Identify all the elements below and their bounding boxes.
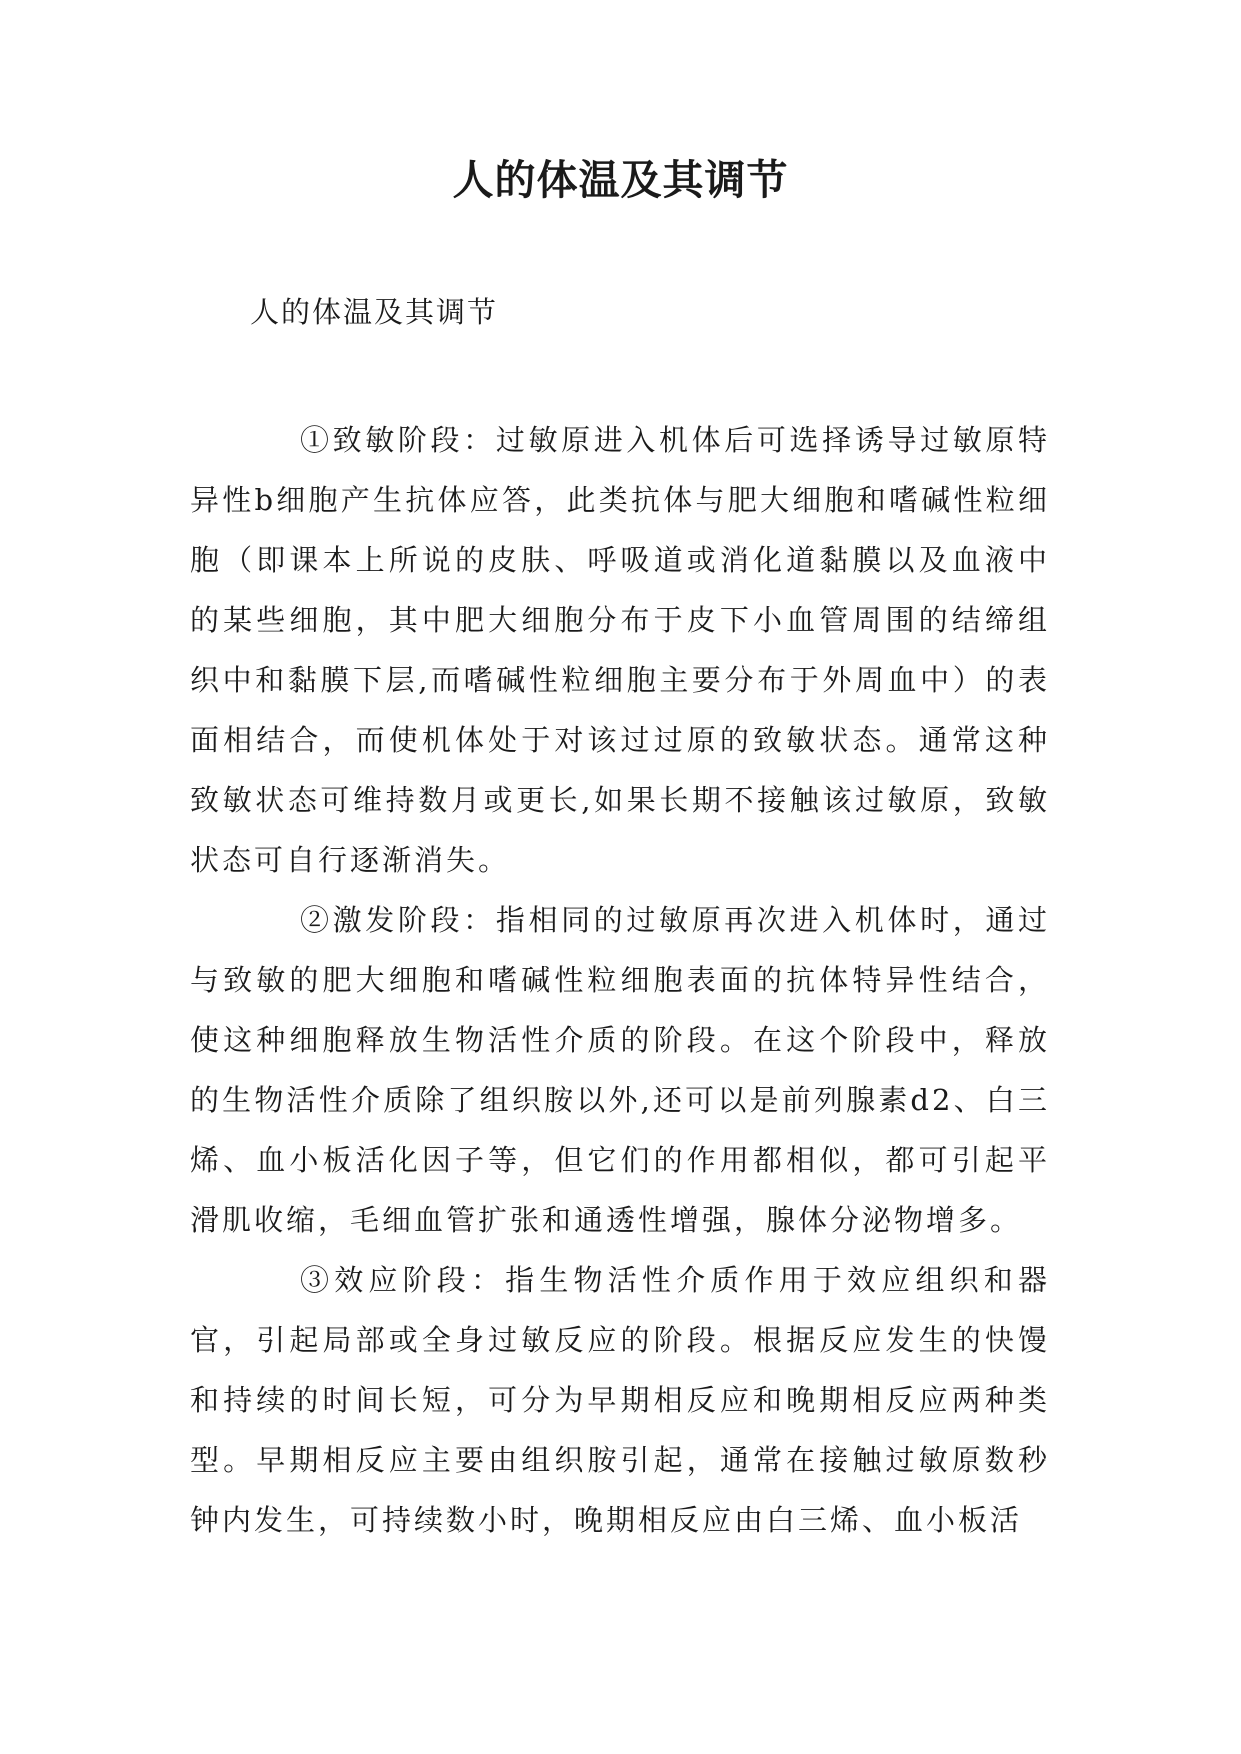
paragraph-activation: ②激发阶段：指相同的过敏原再次进入机体时，通过与致敏的肥大细胞和嗜碱性粒细胞表面的抗体特异性结合，使这种细胞释放生物活性介质的阶段。在这个阶段中，释放的生物活性介质除了组织胺以外,还可以是前列腺素d2、白三烯、血小板活化因子等，但它们的作用都相似，都可引起平滑肌收缩，毛细血管扩张和通透性增强，腺体分泌物增多。	[190, 903, 1050, 1237]
document-body	[190, 410, 1050, 1550]
paragraph-sensitization: ①致敏阶段：过敏原进入机体后可选择诱导过敏原特异性b细胞产生抗体应答，此类抗体与肥大细胞和嗜碱性粒细胞（即课本上所说的皮肤、呼吸道或消化道黏膜以及血液中的某些细胞，其中肥大细胞分布于皮下小血管周围的结缔组织中和黏膜下层,而嗜碱性粒细胞主要分布于外周血中）的表面相结合，而使机体处于对该过过原的致敏状态。通常这种致敏状态可维持数月或更长,如果长期不接触该过敏原，致敏状态可自行逐渐消失。	[190, 423, 1050, 877]
paragraph-effector: ③效应阶段：指生物活性介质作用于效应组织和器官，引起局部或全身过敏反应的阶段。根据反应发生的快馒和持续的时间长短，可分为早期相反应和晚期相反应两种类型。早期相反应主要由组织胺引起，通常在接触过敏原数秒钟内发生，可持续数小时，晚期相反应由白三烯、血小板活	[190, 1263, 1050, 1537]
document-title: 人的体温及其调节	[452, 156, 789, 204]
document-subtitle: 人的体温及其调节	[250, 295, 499, 329]
